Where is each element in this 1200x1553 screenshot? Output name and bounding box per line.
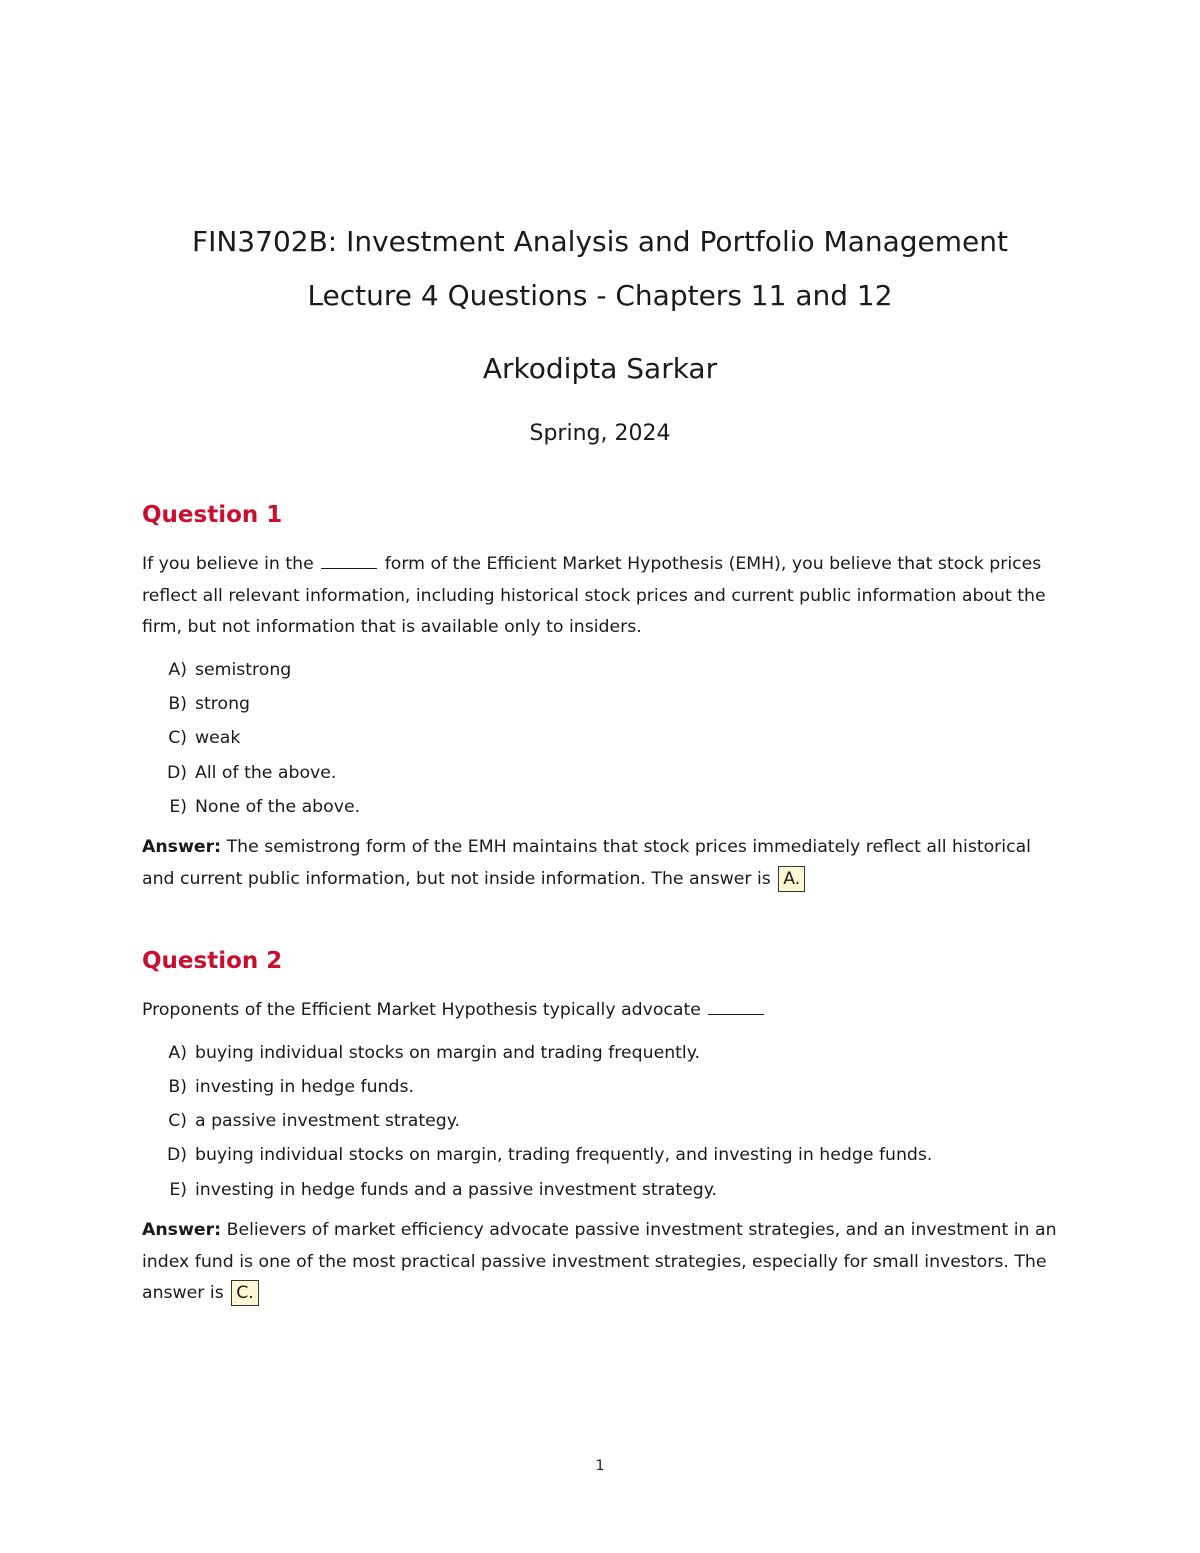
- option-text: All of the above.: [195, 762, 337, 783]
- page-number: 1: [595, 1458, 605, 1474]
- option-c: [142, 1104, 1060, 1138]
- answer-paragraph: [142, 1215, 1060, 1310]
- option-text: buying individual stocks on margin, trading frequently, and investing in hedge funds.: [195, 1145, 933, 1166]
- document-date: Spring, 2024: [529, 421, 671, 446]
- option-a: [142, 1036, 1060, 1070]
- option-d: [142, 1138, 1060, 1172]
- option-e: [142, 790, 1060, 824]
- option-letter: B): [168, 1076, 187, 1097]
- option-c: [142, 721, 1060, 755]
- answer-label: Answer:: [142, 1220, 222, 1241]
- option-letter: D): [166, 762, 187, 783]
- question-1: [142, 498, 1060, 895]
- option-letter: A): [168, 659, 187, 680]
- question-text-start: If you believe in the: [142, 554, 314, 574]
- question-2: [142, 944, 1060, 1310]
- option-text: None of the above.: [195, 796, 361, 817]
- option-text: a passive investment strategy.: [195, 1111, 460, 1132]
- answer-choice-box: C.: [231, 1280, 259, 1306]
- option-letter: E): [169, 796, 187, 817]
- option-b: [142, 687, 1060, 721]
- answer-label: Answer:: [142, 837, 222, 858]
- question-text-end: form of the Efficient Market Hypothesis (EMH), you believe that stock prices reflect all relevant information, including historical stock prices and current public information about the firm, but not information that is available only to insiders.: [142, 554, 1046, 638]
- option-d: [142, 756, 1060, 790]
- answer-explanation: The semistrong form of the EMH maintains that stock prices immediately reflect all historical and current public information, but not inside information. The answer is: [142, 837, 1031, 889]
- option-letter: C): [168, 1111, 187, 1132]
- fill-in-blank: [321, 554, 377, 569]
- option-letter: D): [166, 1145, 187, 1166]
- option-a: [142, 653, 1060, 687]
- answer-explanation: Believers of market efficiency advocate passive investment strategies, and an investment in an index fund is one of the most practical passive investment strategies, especially for small investors. The answer is: [142, 1220, 1057, 1304]
- answer-options: [142, 1036, 1060, 1207]
- option-text: investing in hedge funds and a passive investment strategy.: [195, 1179, 717, 1200]
- question-text: [142, 995, 1060, 1027]
- option-e: [142, 1173, 1060, 1207]
- answer-choice-box: A.: [778, 866, 805, 892]
- option-text: strong: [195, 694, 250, 715]
- question-heading: Question 1: [142, 502, 283, 528]
- question-text: [142, 549, 1060, 644]
- option-text: investing in hedge funds.: [195, 1076, 414, 1097]
- option-text: weak: [195, 728, 241, 749]
- option-letter: B): [168, 694, 187, 715]
- fill-in-blank: [708, 1000, 764, 1015]
- option-text: semistrong: [195, 659, 292, 680]
- answer-paragraph: [142, 832, 1060, 895]
- option-letter: C): [168, 728, 187, 749]
- question-text-start: Proponents of the Efficient Market Hypothesis typically advocate: [142, 1000, 701, 1020]
- option-letter: A): [168, 1042, 187, 1063]
- question-heading: Question 2: [142, 948, 283, 974]
- document-author: Arkodipta Sarkar: [482, 352, 718, 385]
- document-subtitle: Lecture 4 Questions - Chapters 11 and 12: [307, 279, 893, 312]
- answer-options: [142, 653, 1060, 824]
- option-b: [142, 1070, 1060, 1104]
- option-letter: E): [169, 1179, 187, 1200]
- document-title: FIN3702B: Investment Analysis and Portfolio Management: [192, 225, 1008, 258]
- option-text: buying individual stocks on margin and trading frequently.: [195, 1042, 700, 1063]
